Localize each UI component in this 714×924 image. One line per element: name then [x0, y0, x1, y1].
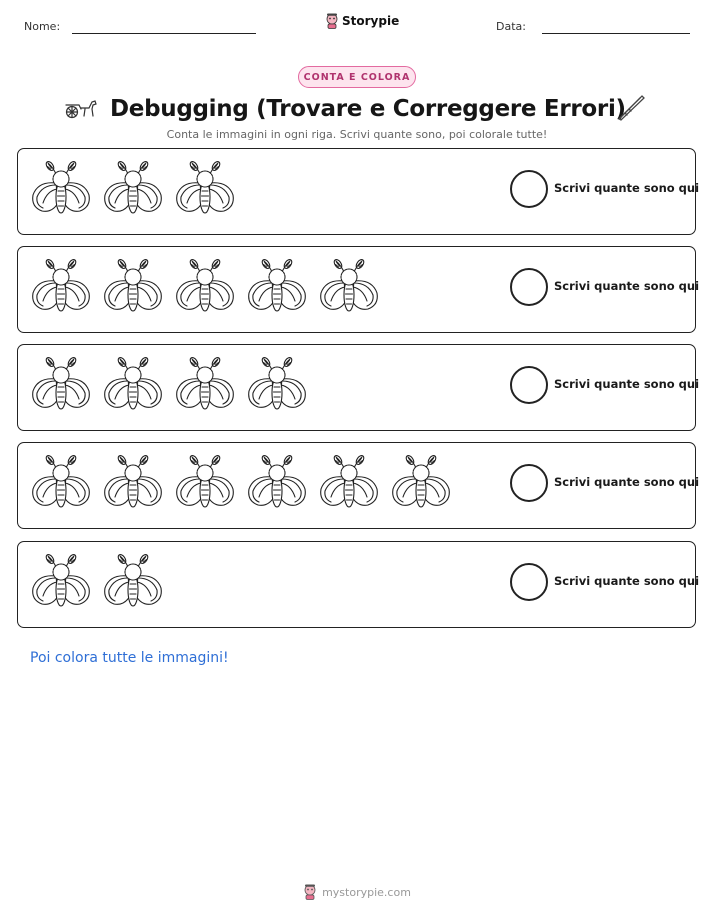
- count-row: [17, 541, 700, 628]
- answer-circle[interactable]: [510, 170, 548, 208]
- moth-icon[interactable]: [246, 355, 308, 413]
- moth-icon[interactable]: [102, 453, 164, 511]
- footer-note: Poi colora tutte le immagini!: [30, 650, 229, 666]
- moth-icon[interactable]: [102, 552, 164, 610]
- moth-icon[interactable]: [30, 552, 92, 610]
- page-footer: [0, 884, 714, 900]
- moth-group: [30, 355, 308, 413]
- moth-icon[interactable]: [30, 355, 92, 413]
- moth-group: [30, 453, 452, 511]
- answer-label: Scrivi quante sono qui: [554, 279, 700, 293]
- answer-label: Scrivi quante sono qui: [554, 377, 700, 391]
- moth-icon[interactable]: [30, 453, 92, 511]
- date-label: Data:: [496, 20, 526, 33]
- brand-name: Storypie: [342, 14, 400, 28]
- answer-circle[interactable]: [510, 464, 548, 502]
- moth-group: [30, 159, 236, 217]
- storypie-mascot-icon: [303, 884, 317, 900]
- moth-icon[interactable]: [174, 257, 236, 315]
- moth-icon[interactable]: [174, 453, 236, 511]
- moth-icon[interactable]: [102, 159, 164, 217]
- category-badge: CONTA E COLORA: [298, 66, 416, 88]
- answer-label: Scrivi quante sono qui: [554, 181, 700, 195]
- storypie-mascot-icon: [325, 13, 339, 29]
- moth-icon[interactable]: [246, 453, 308, 511]
- count-row: [17, 442, 700, 529]
- moth-icon[interactable]: [318, 453, 380, 511]
- answer-circle[interactable]: [510, 366, 548, 404]
- name-field[interactable]: [72, 33, 256, 34]
- moth-icon[interactable]: [102, 257, 164, 315]
- brand-logo: [325, 13, 399, 29]
- moth-icon[interactable]: [174, 159, 236, 217]
- count-row: [17, 148, 700, 235]
- moth-icon[interactable]: [390, 453, 452, 511]
- horse-cart-icon: [64, 95, 98, 119]
- count-row: [17, 344, 700, 431]
- count-row: [17, 246, 700, 333]
- moth-group: [30, 257, 380, 315]
- date-field[interactable]: [542, 33, 690, 34]
- page-title: Debugging (Trovare e Correggere Errori): [110, 96, 626, 122]
- answer-label: Scrivi quante sono qui: [554, 574, 700, 588]
- title-row: [0, 92, 714, 126]
- tweezers-icon: [616, 92, 646, 122]
- moth-icon[interactable]: [102, 355, 164, 413]
- answer-label: Scrivi quante sono qui: [554, 475, 700, 489]
- worksheet-header: [0, 0, 714, 48]
- moth-icon[interactable]: [30, 159, 92, 217]
- name-label: Nome:: [24, 20, 61, 33]
- answer-circle[interactable]: [510, 563, 548, 601]
- moth-group: [30, 552, 164, 610]
- instructions: Conta le immagini in ogni riga. Scrivi quante sono, poi colorale tutte!: [166, 128, 548, 141]
- moth-icon[interactable]: [30, 257, 92, 315]
- moth-icon[interactable]: [246, 257, 308, 315]
- footer-url: mystorypie.com: [322, 885, 411, 899]
- moth-icon[interactable]: [318, 257, 380, 315]
- moth-icon[interactable]: [174, 355, 236, 413]
- answer-circle[interactable]: [510, 268, 548, 306]
